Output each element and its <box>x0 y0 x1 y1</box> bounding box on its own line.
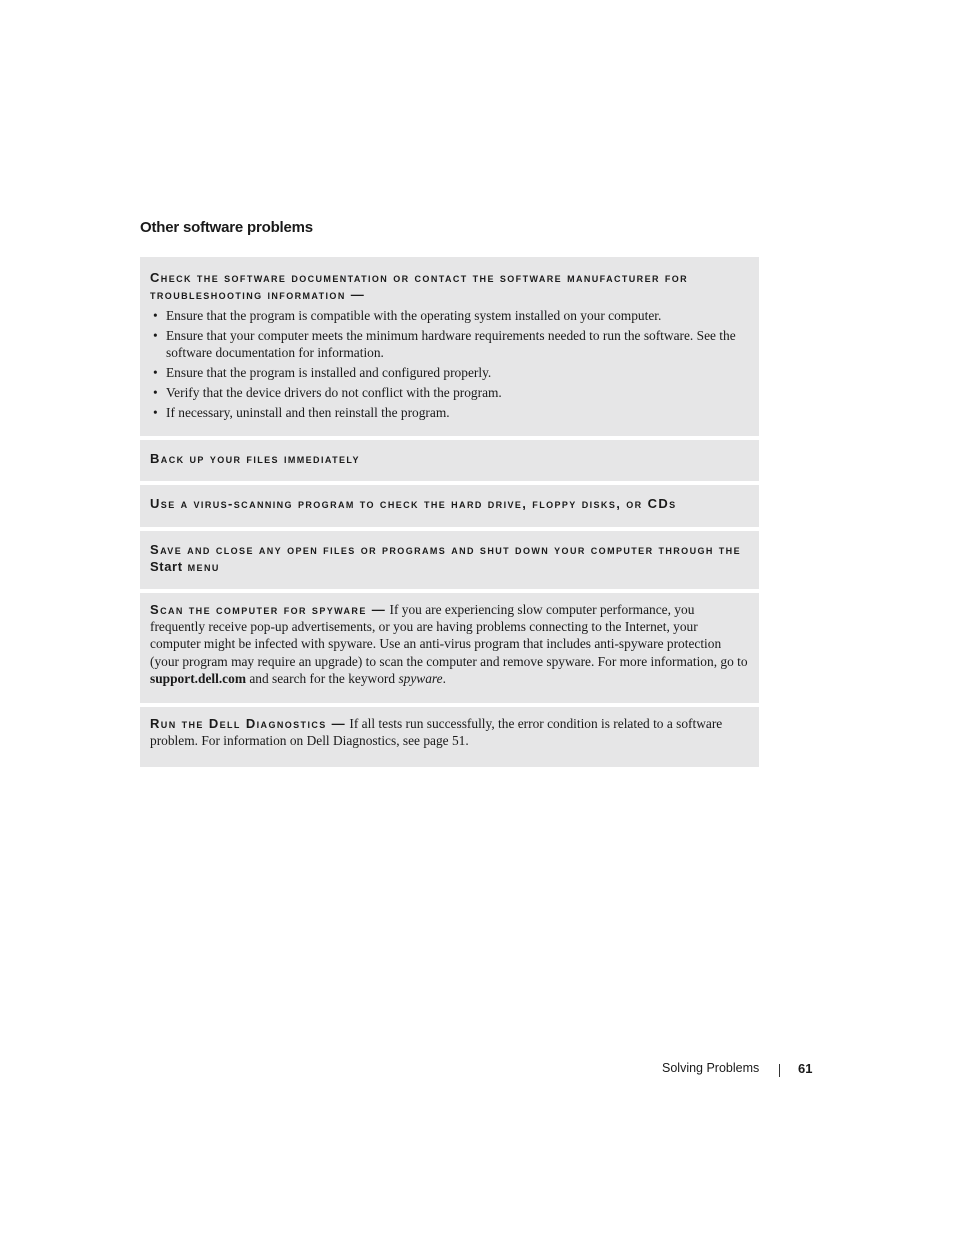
list-item: • Ensure that the program is installed and configured properly. <box>153 365 492 380</box>
start-menu-label: Start <box>150 559 183 574</box>
footer-section-name: Solving Problems <box>662 1061 760 1075</box>
panel-text-dell-diagnostics: Run the Dell Diagnostics — If all tests run successfully, the error condition is related to a software problem. For information on Dell Diagnostics, see page 51. <box>150 716 723 749</box>
panel-check-documentation <box>140 257 759 436</box>
panel-heading-save-and-close: Save and close any open files or programs and shut down your computer through the Start menu <box>150 542 741 574</box>
panel-save-and-close <box>140 531 759 589</box>
panel-scan-spyware <box>140 593 759 703</box>
list-item: • Verify that the device drivers do not conflict with the program. <box>153 385 502 400</box>
panel-heading-check-documentation: Check the software documentation or contact the software manufacturer for troubleshooting information — <box>150 270 689 302</box>
list-item: • Ensure that your computer meets the minimum hardware requirements needed to run the software. See the software documentation for information. <box>153 328 736 360</box>
list-item: • Ensure that the program is compatible with the operating system installed on your computer. <box>153 308 662 323</box>
panel-heading-backup-files: Back up your files immediately <box>150 451 360 466</box>
panel-text-scan-spyware: Scan the computer for spyware — If you are experiencing slow computer performance, you frequently receive pop-up advertisements, or you are having problems connecting to the Internet, your computer might be infected with spyware. Use an anti-virus program that includes anti-spyware protection (your program may require an upgrade) to scan the computer and remove spyware. For more information, go to support.dell.com and search for the keyword spyware. <box>150 602 748 686</box>
spyware-keyword: spyware <box>398 670 443 686</box>
section-title: Other software problems <box>140 219 313 236</box>
list-item: • If necessary, uninstall and then reinstall the program. <box>153 405 450 420</box>
panel-backup-files <box>140 440 759 481</box>
footer-divider <box>779 1064 780 1077</box>
panel-heading-virus-scan: Use a virus-scanning program to check the hard drive, floppy disks, or CDs <box>150 496 677 511</box>
panel-heading-scan-spyware: Scan the computer for spyware — <box>150 602 387 617</box>
panel-heading-dell-diagnostics: Run the Dell Diagnostics — <box>150 716 347 731</box>
troubleshooting-list <box>150 307 749 421</box>
page-number: 61 <box>798 1061 813 1076</box>
panel-dell-diagnostics <box>140 707 759 767</box>
panel-virus-scan <box>140 485 759 527</box>
support-link[interactable]: support.dell.com <box>150 670 246 686</box>
